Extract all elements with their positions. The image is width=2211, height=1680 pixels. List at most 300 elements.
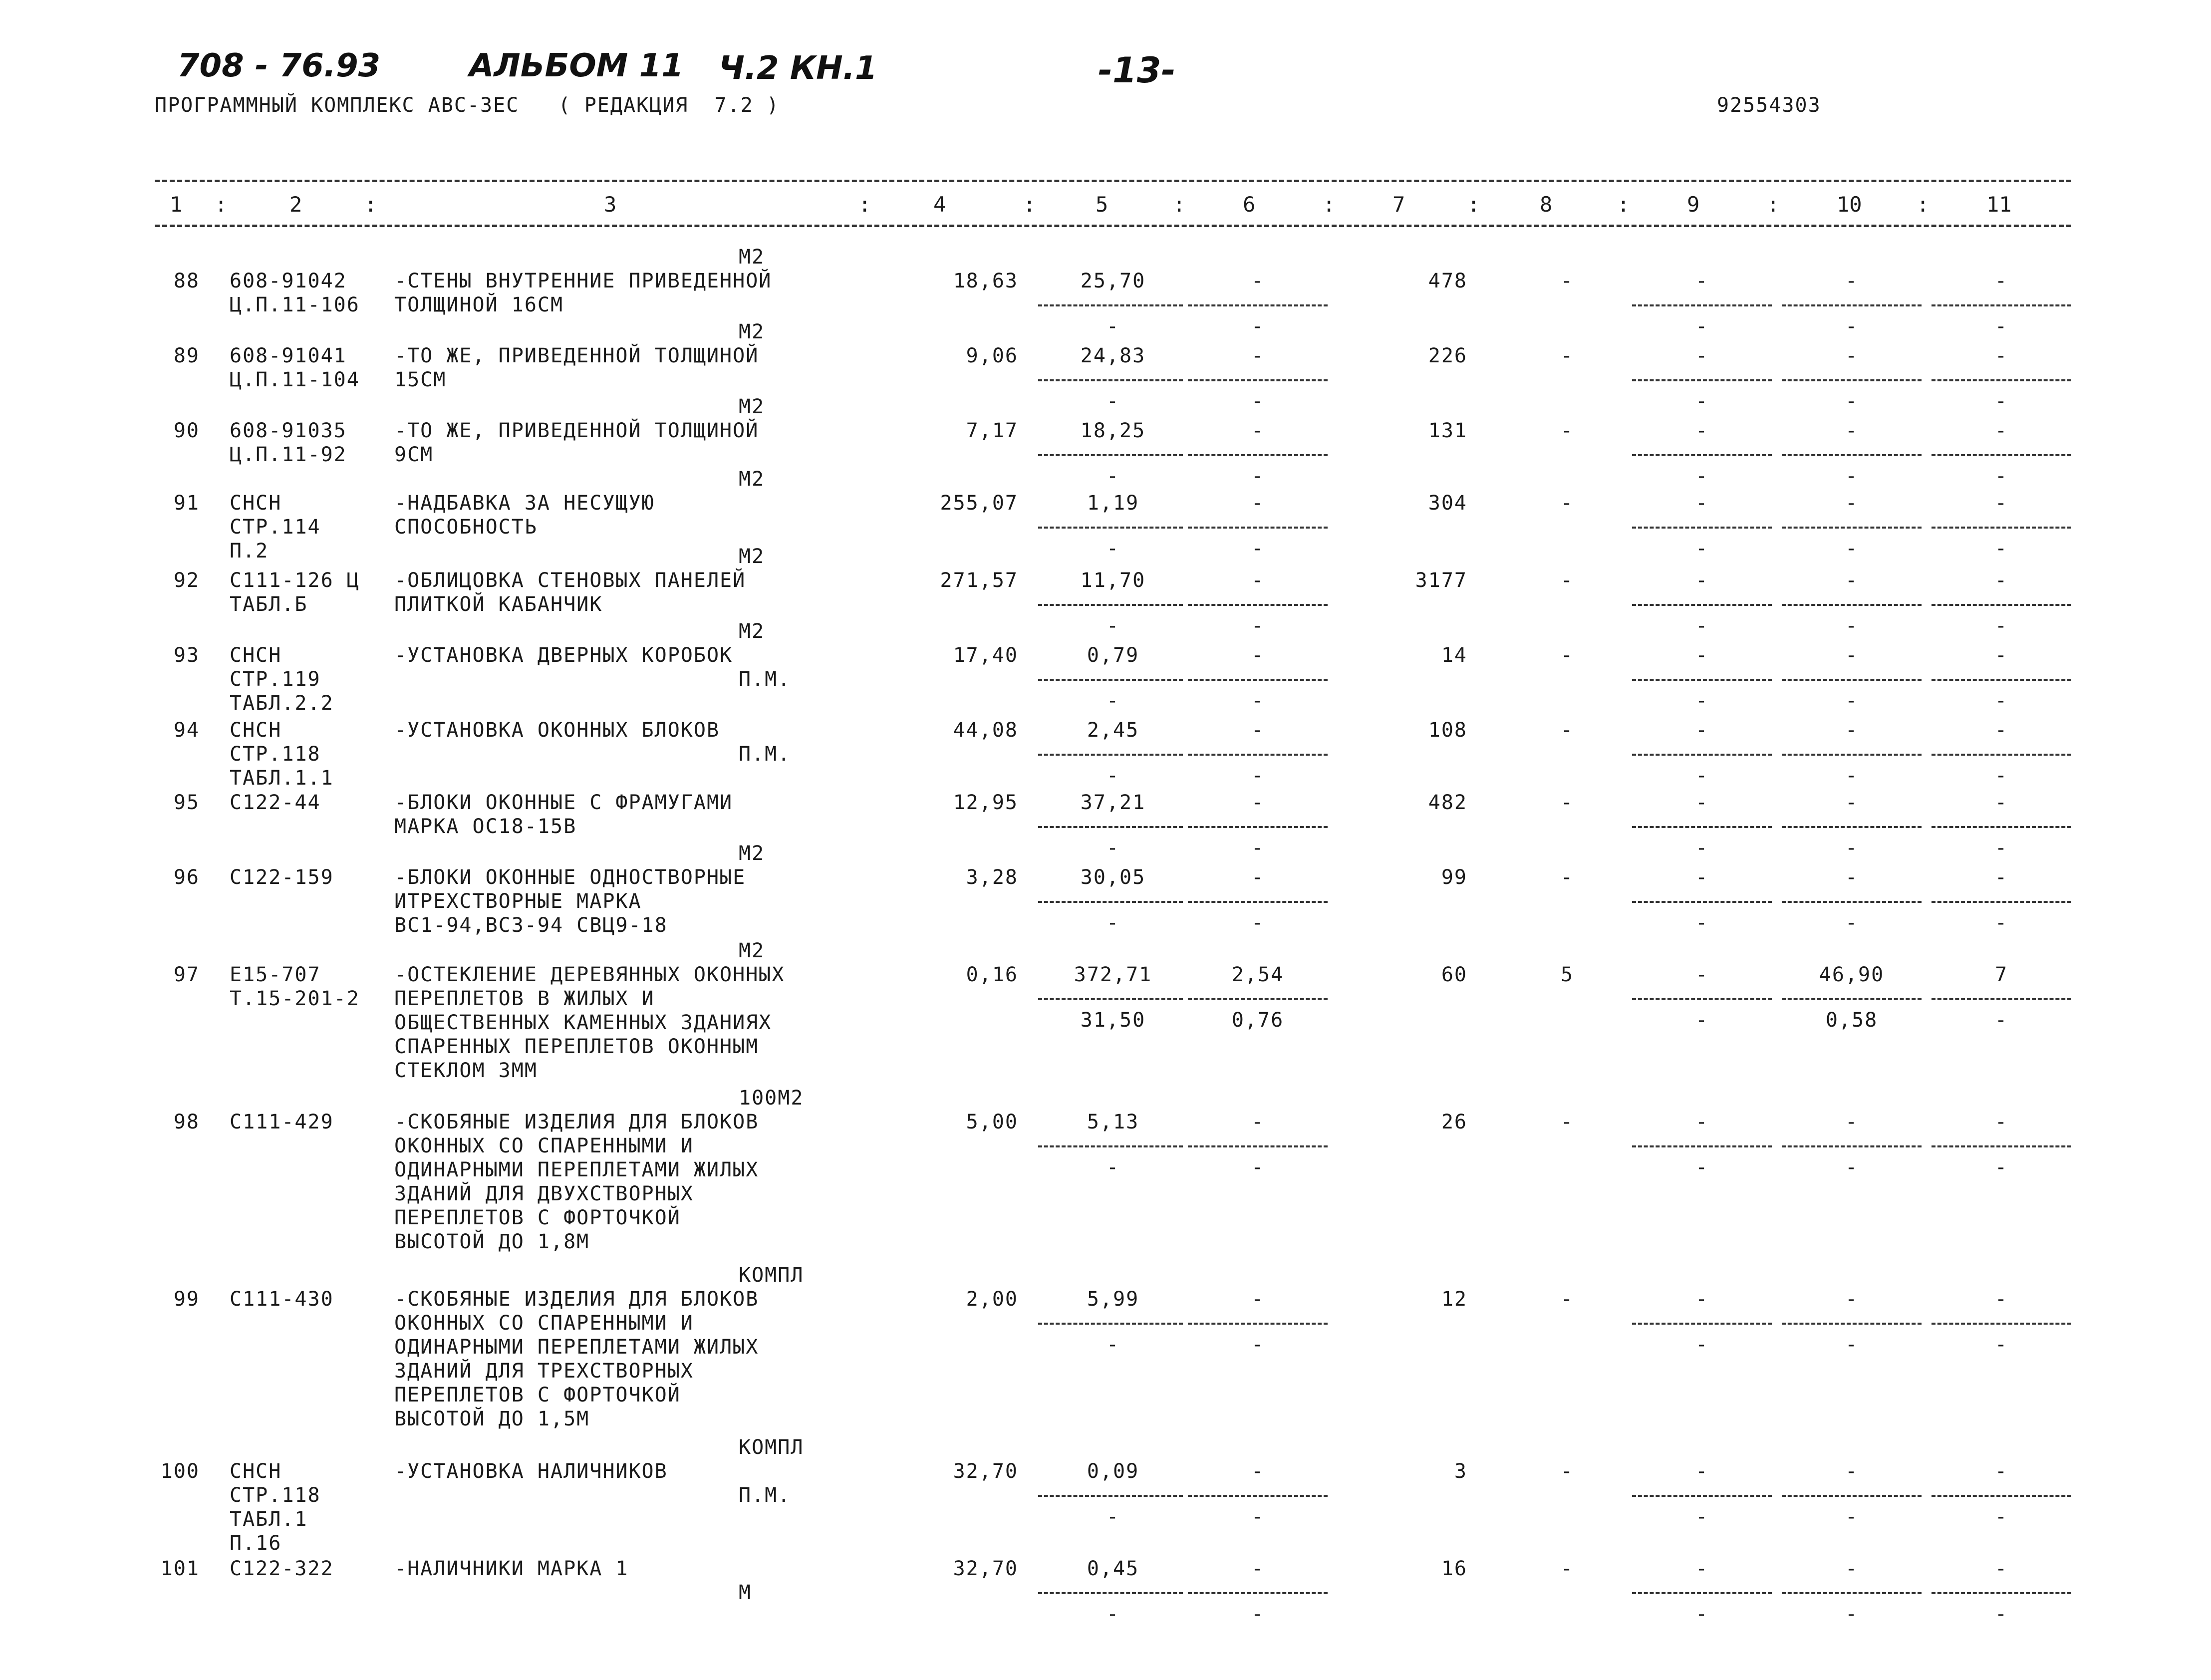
cell-c4: 255,07 [940, 492, 1018, 515]
row-description: -СКОБЯНЫЕ ИЗДЕЛИЯ ДЛЯ БЛОКОВ [394, 1288, 759, 1311]
row-code: С111-429 [230, 1111, 334, 1133]
cell-underline [1188, 1145, 1328, 1147]
cell-underline [1188, 604, 1328, 606]
cell-underline [1632, 454, 1772, 456]
cell-underline [1188, 379, 1328, 381]
cell-underline [1932, 754, 2071, 756]
cell-c9: - [1695, 866, 1709, 889]
row-unit: М [739, 1581, 752, 1604]
row-unit: 100М2 [739, 1087, 804, 1110]
cell-c10: - [1845, 791, 1859, 814]
cell-c10: - [1845, 644, 1859, 667]
cell-c5b: - [1106, 1505, 1120, 1529]
row-unit: М2 [739, 620, 765, 643]
cell-c7: 131 [1428, 419, 1467, 442]
cell-c6b: - [1251, 837, 1265, 860]
cell-c10: - [1845, 492, 1859, 515]
cell-c8: 5 [1560, 963, 1574, 986]
row-number: 99 [173, 1288, 200, 1311]
row-description: -НАДБАВКА ЗА НЕСУЩУЮ [394, 492, 655, 515]
row-number: 97 [173, 963, 200, 986]
row-number: 100 [160, 1460, 200, 1483]
cell-underline [1632, 604, 1772, 606]
row-description: ПЕРЕПЛЕТОВ В ЖИЛЫХ И [394, 987, 655, 1010]
cell-c11: - [1994, 791, 2008, 814]
row-code: СТР.118 [230, 1484, 321, 1507]
cell-c10: - [1845, 719, 1859, 742]
row-description: ОДИНАРНЫМИ ПЕРЕПЛЕТАМИ ЖИЛЫХ [394, 1336, 759, 1359]
cell-c5b: - [1106, 689, 1120, 713]
cell-c11b: - [1994, 315, 2008, 338]
row-code: Ц.П.11-92 [230, 443, 347, 466]
cell-c8: - [1560, 791, 1574, 814]
row-number: 91 [173, 492, 200, 515]
row-number: 101 [160, 1557, 200, 1580]
cell-underline [1782, 1495, 1922, 1497]
cell-c6: - [1251, 866, 1265, 889]
cell-c9: - [1695, 569, 1709, 592]
cell-c9b: - [1695, 315, 1709, 338]
cell-underline [1038, 998, 1183, 1000]
cell-c5b: 31,50 [1080, 1009, 1146, 1032]
cell-underline [1632, 1495, 1772, 1497]
cell-underline [1632, 901, 1772, 903]
cell-underline [1632, 1592, 1772, 1594]
cell-c5: 25,70 [1080, 270, 1146, 292]
row-unit: М2 [739, 939, 765, 962]
cell-c5: 5,99 [1087, 1288, 1139, 1311]
cell-c8: - [1560, 344, 1574, 367]
row-code: 608-91041 [230, 344, 347, 367]
cell-underline [1188, 826, 1328, 828]
cell-c6: - [1251, 344, 1265, 367]
cell-underline [1932, 1323, 2071, 1325]
cell-c5: 24,83 [1080, 344, 1146, 367]
cell-c7: 26 [1441, 1111, 1467, 1133]
cell-underline [1188, 1323, 1328, 1325]
row-code: Е15-707 [230, 963, 321, 986]
cell-c6: - [1251, 719, 1265, 742]
cell-underline [1782, 454, 1922, 456]
cell-c10b: - [1845, 764, 1859, 788]
cell-c11: 7 [1994, 963, 2008, 986]
cell-c10b: - [1845, 689, 1859, 713]
cell-underline [1632, 826, 1772, 828]
cell-c6: - [1251, 419, 1265, 442]
col-sep: : [1023, 192, 1036, 217]
row-description: 15СМ [394, 368, 447, 391]
row-unit: М2 [739, 246, 765, 269]
cell-c11: - [1994, 1288, 2008, 1311]
cell-c4: 12,95 [953, 791, 1018, 814]
cell-c4: 17,40 [953, 644, 1018, 667]
row-code: СНСН [230, 644, 282, 667]
row-description: ВЫСОТОЙ ДО 1,5М [394, 1407, 590, 1430]
cell-underline [1632, 304, 1772, 306]
cell-c4: 3,28 [966, 866, 1018, 889]
row-code: П.16 [230, 1532, 282, 1555]
cell-c8: - [1560, 1111, 1574, 1133]
cell-c9: - [1695, 1557, 1709, 1580]
cell-c11b: - [1994, 614, 2008, 638]
cell-c10b: - [1845, 911, 1859, 935]
row-unit: М2 [739, 395, 765, 418]
cell-underline [1632, 1145, 1772, 1147]
col-sep: : [1617, 192, 1630, 217]
cell-c9b: - [1695, 689, 1709, 713]
cell-c5: 1,19 [1087, 492, 1139, 515]
cell-c10: - [1845, 270, 1859, 292]
cell-c5b: - [1106, 315, 1120, 338]
cell-c11: - [1994, 719, 2008, 742]
cell-c9b: - [1695, 1333, 1709, 1357]
cell-c10: - [1845, 1111, 1859, 1133]
cell-c9: - [1695, 344, 1709, 367]
cell-underline [1038, 1592, 1183, 1594]
row-code: Ц.П.11-104 [230, 368, 360, 391]
cell-c9: - [1695, 963, 1709, 986]
row-number: 95 [173, 791, 200, 814]
row-description: 9СМ [394, 443, 434, 466]
row-unit: П.М. [739, 1484, 791, 1507]
cell-underline [1932, 527, 2071, 529]
cell-c4: 18,63 [953, 270, 1018, 292]
row-description: -СТЕНЫ ВНУТРЕННИЕ ПРИВЕДЕННОЙ [394, 270, 772, 292]
cell-c10b: - [1845, 1156, 1859, 1179]
row-number: 94 [173, 719, 200, 742]
cell-c7: 14 [1441, 644, 1467, 667]
cell-underline [1038, 527, 1183, 529]
cell-c9b: - [1695, 1603, 1709, 1626]
col-header-1: 1 [170, 192, 183, 217]
cell-c6b: - [1251, 614, 1265, 638]
row-code: СТР.119 [230, 668, 321, 691]
cell-c10b: - [1845, 315, 1859, 338]
row-description: ОКОННЫХ СО СПАРЕННЫМИ И [394, 1134, 694, 1157]
cell-underline [1038, 1495, 1183, 1497]
cell-underline [1188, 998, 1328, 1000]
cell-c5: 0,09 [1087, 1460, 1139, 1483]
cell-c9b: - [1695, 837, 1709, 860]
row-description: ОБЩЕСТВЕННЫХ КАМЕННЫХ ЗДАНИЯХ [394, 1011, 772, 1034]
cell-c5: 0,45 [1087, 1557, 1139, 1580]
cell-underline [1782, 304, 1922, 306]
cell-c11: - [1994, 1460, 2008, 1483]
cell-c11b: - [1994, 1156, 2008, 1179]
cell-c4: 32,70 [953, 1557, 1018, 1580]
cell-c6: - [1251, 1557, 1265, 1580]
cell-c7: 60 [1441, 963, 1467, 986]
cell-underline [1632, 527, 1772, 529]
cell-c10: - [1845, 344, 1859, 367]
program-title: ПРОГРАММНЫЙ КОМПЛЕКС АВС-3ЕС ( РЕДАКЦИЯ 7.2 ) [155, 94, 780, 117]
row-code: ТАБЛ.1 [230, 1508, 308, 1531]
cell-underline [1782, 901, 1922, 903]
cell-c6: - [1251, 644, 1265, 667]
cell-c5: 18,25 [1080, 419, 1146, 442]
row-description: -УСТАНОВКА ДВЕРНЫХ КОРОБОК [394, 644, 733, 667]
row-code: С122-322 [230, 1557, 334, 1580]
cell-underline [1188, 754, 1328, 756]
row-unit: М2 [739, 468, 765, 491]
row-code: Т.15-201-2 [230, 987, 360, 1010]
cell-c7: 12 [1441, 1288, 1467, 1311]
cell-underline [1038, 754, 1183, 756]
cell-underline [1782, 754, 1922, 756]
cell-c8: - [1560, 1557, 1574, 1580]
cell-underline [1932, 901, 2071, 903]
col-sep: : [858, 192, 871, 217]
cell-c5b: - [1106, 390, 1120, 413]
cell-underline [1932, 454, 2071, 456]
row-unit: П.М. [739, 668, 791, 691]
row-description: ПЕРЕПЛЕТОВ С ФОРТОЧКОЙ [394, 1384, 681, 1406]
row-description: ЗДАНИЙ ДЛЯ ТРЕХСТВОРНЫХ [394, 1360, 694, 1383]
cell-c4: 2,00 [966, 1288, 1018, 1311]
cell-c10b: - [1845, 465, 1859, 488]
row-number: 98 [173, 1111, 200, 1133]
cell-c5b: - [1106, 837, 1120, 860]
cell-c4: 5,00 [966, 1111, 1018, 1133]
cell-underline [1038, 1323, 1183, 1325]
cell-c9: - [1695, 419, 1709, 442]
cell-c5: 30,05 [1080, 866, 1146, 889]
cell-c9b: - [1695, 1156, 1709, 1179]
cell-underline [1188, 901, 1328, 903]
cell-underline [1932, 379, 2071, 381]
cell-underline [1188, 1495, 1328, 1497]
row-code: С122-44 [230, 791, 321, 814]
cell-underline [1782, 826, 1922, 828]
cell-c7: 3177 [1415, 569, 1467, 592]
row-number: 93 [173, 644, 200, 667]
row-description: СПОСОБНОСТЬ [394, 516, 538, 539]
cell-c7: 108 [1428, 719, 1467, 742]
handwritten-page-number: -13- [1098, 50, 1176, 91]
handwritten-doc-number: 708 - 76.93 [177, 47, 381, 84]
cell-c8: - [1560, 644, 1574, 667]
cell-underline [1932, 304, 2071, 306]
cell-underline [1932, 826, 2071, 828]
cell-c9: - [1695, 1460, 1709, 1483]
cell-underline [1932, 1495, 2071, 1497]
cell-c10b: - [1845, 614, 1859, 638]
cell-c4: 44,08 [953, 719, 1018, 742]
row-description: ПЕРЕПЛЕТОВ С ФОРТОЧКОЙ [394, 1206, 681, 1229]
cell-underline [1782, 679, 1922, 681]
col-sep: : [1467, 192, 1480, 217]
cell-c8: - [1560, 569, 1574, 592]
cell-c10: - [1845, 1288, 1859, 1311]
cell-underline [1932, 604, 2071, 606]
cell-underline [1038, 1145, 1183, 1147]
cell-c5b: - [1106, 764, 1120, 788]
row-description: ЗДАНИЙ ДЛЯ ДВУХСТВОРНЫХ [394, 1182, 694, 1205]
cell-c10: - [1845, 1460, 1859, 1483]
cell-c6b: - [1251, 465, 1265, 488]
cell-c9b: - [1695, 911, 1709, 935]
cell-c10: - [1845, 866, 1859, 889]
cell-c5: 11,70 [1080, 569, 1146, 592]
cell-c11: - [1994, 492, 2008, 515]
col-sep: : [364, 192, 377, 217]
col-header-8: 8 [1540, 192, 1553, 217]
cell-c6: - [1251, 569, 1265, 592]
cell-c9: - [1695, 719, 1709, 742]
header-bottom-rule [155, 225, 2071, 227]
cell-c11: - [1994, 344, 2008, 367]
cell-c6: - [1251, 791, 1265, 814]
cell-underline [1038, 901, 1183, 903]
row-description: -СКОБЯНЫЕ ИЗДЕЛИЯ ДЛЯ БЛОКОВ [394, 1111, 759, 1133]
row-code: СНСН [230, 719, 282, 742]
cell-c6b: - [1251, 315, 1265, 338]
cell-c8: - [1560, 1288, 1574, 1311]
cell-c11b: - [1994, 911, 2008, 935]
cell-c11: - [1994, 569, 2008, 592]
cell-c10b: - [1845, 1505, 1859, 1529]
row-code: 608-91035 [230, 419, 347, 442]
cell-c5: 2,45 [1087, 719, 1139, 742]
cell-c6b: - [1251, 1333, 1265, 1357]
cell-underline [1932, 1592, 2071, 1594]
cell-c4: 0,16 [966, 963, 1018, 986]
cell-c6: - [1251, 1460, 1265, 1483]
cell-c10: - [1845, 419, 1859, 442]
cell-underline [1932, 1145, 2071, 1147]
cell-c7: 3 [1454, 1460, 1467, 1483]
cell-underline [1782, 1592, 1922, 1594]
row-code: ТАБЛ.Б [230, 593, 308, 616]
row-number: 96 [173, 866, 200, 889]
cell-underline [1038, 604, 1183, 606]
row-description: ПЛИТКОЙ КАБАНЧИК [394, 593, 603, 616]
cell-c8: - [1560, 492, 1574, 515]
row-code: ТАБЛ.2.2 [230, 692, 334, 715]
cell-underline [1038, 379, 1183, 381]
cell-c11: - [1994, 1111, 2008, 1133]
cell-c9: - [1695, 1288, 1709, 1311]
row-code: ТАБЛ.1.1 [230, 767, 334, 790]
cell-c9b: - [1695, 1505, 1709, 1529]
header-top-rule [155, 180, 2071, 182]
cell-c11b: - [1994, 1009, 2008, 1032]
doc-reference-number: 92554303 [1717, 94, 1821, 117]
row-code: Ц.П.11-106 [230, 293, 360, 316]
cell-c10b: - [1845, 1603, 1859, 1626]
cell-underline [1932, 679, 2071, 681]
cell-underline [1038, 679, 1183, 681]
cell-c6b: - [1251, 390, 1265, 413]
row-description: ОКОННЫХ СО СПАРЕННЫМИ И [394, 1312, 694, 1335]
row-code: СТР.118 [230, 743, 321, 766]
cell-c6b: - [1251, 537, 1265, 560]
row-description: МАРКА ОС18-15В [394, 815, 577, 838]
col-header-10: 10 [1837, 192, 1862, 217]
cell-c11b: - [1994, 837, 2008, 860]
cell-c5b: - [1106, 537, 1120, 560]
cell-c10: - [1845, 569, 1859, 592]
cell-underline [1188, 304, 1328, 306]
row-number: 90 [173, 419, 200, 442]
cell-underline [1188, 1592, 1328, 1594]
cell-c6b: - [1251, 1603, 1265, 1626]
row-code: С111-430 [230, 1288, 334, 1311]
row-description: ТОЛЩИНОЙ 16СМ [394, 293, 564, 316]
row-code: 608-91042 [230, 270, 347, 292]
cell-c11b: - [1994, 390, 2008, 413]
cell-c7: 16 [1441, 1557, 1467, 1580]
cell-c6: - [1251, 492, 1265, 515]
row-code: С122-159 [230, 866, 334, 889]
col-header-9: 9 [1687, 192, 1700, 217]
col-header-7: 7 [1392, 192, 1405, 217]
cell-underline [1632, 379, 1772, 381]
cell-underline [1038, 304, 1183, 306]
cell-c11: - [1994, 270, 2008, 292]
col-sep: : [1917, 192, 1930, 217]
cell-c9: - [1695, 1111, 1709, 1133]
row-description: -УСТАНОВКА ОКОННЫХ БЛОКОВ [394, 719, 720, 742]
cell-c10: - [1845, 1557, 1859, 1580]
col-sep: : [1173, 192, 1186, 217]
cell-c9b: - [1695, 764, 1709, 788]
row-description: -НАЛИЧНИКИ МАРКА 1 [394, 1557, 629, 1580]
col-sep: : [1323, 192, 1336, 217]
row-code: С111-126 Ц [230, 569, 360, 592]
cell-underline [1188, 679, 1328, 681]
cell-c9: - [1695, 791, 1709, 814]
cell-c5b: - [1106, 1156, 1120, 1179]
cell-c6b: - [1251, 1156, 1265, 1179]
row-description: -ОБЛИЦОВКА СТЕНОВЫХ ПАНЕЛЕЙ [394, 569, 746, 592]
row-code: СНСН [230, 492, 282, 515]
cell-c6: - [1251, 1288, 1265, 1311]
cell-c4: 271,57 [940, 569, 1018, 592]
cell-c4: 32,70 [953, 1460, 1018, 1483]
cell-c10b: 0,58 [1825, 1009, 1878, 1032]
row-description: -БЛОКИ ОКОННЫЕ С ФРАМУГАМИ [394, 791, 733, 814]
cell-c7: 226 [1428, 344, 1467, 367]
col-header-3: 3 [604, 192, 617, 217]
cell-c5b: - [1106, 1333, 1120, 1357]
cell-c5: 372,71 [1074, 963, 1152, 986]
cell-underline [1632, 998, 1772, 1000]
cell-c11b: - [1994, 764, 2008, 788]
row-code: СНСН [230, 1460, 282, 1483]
handwritten-part: Ч.2 КН.1 [719, 50, 877, 87]
cell-underline [1782, 379, 1922, 381]
cell-c11b: - [1994, 1603, 2008, 1626]
cell-c11b: - [1994, 537, 2008, 560]
cell-underline [1932, 998, 2071, 1000]
cell-c5b: - [1106, 614, 1120, 638]
row-code: СТР.114 [230, 516, 321, 539]
cell-c9b: - [1695, 1009, 1709, 1032]
cell-c6b: - [1251, 764, 1265, 788]
handwritten-album: АЛЬБОМ 11 [469, 47, 684, 84]
cell-c9b: - [1695, 614, 1709, 638]
cell-c4: 9,06 [966, 344, 1018, 367]
cell-c11: - [1994, 866, 2008, 889]
cell-c11b: - [1994, 1333, 2008, 1357]
cell-c6: 2,54 [1231, 963, 1284, 986]
cell-c8: - [1560, 719, 1574, 742]
cell-c7: 99 [1441, 866, 1467, 889]
row-description: ВЫСОТОЙ ДО 1,8М [394, 1230, 590, 1253]
cell-c9: - [1695, 492, 1709, 515]
cell-c9b: - [1695, 390, 1709, 413]
